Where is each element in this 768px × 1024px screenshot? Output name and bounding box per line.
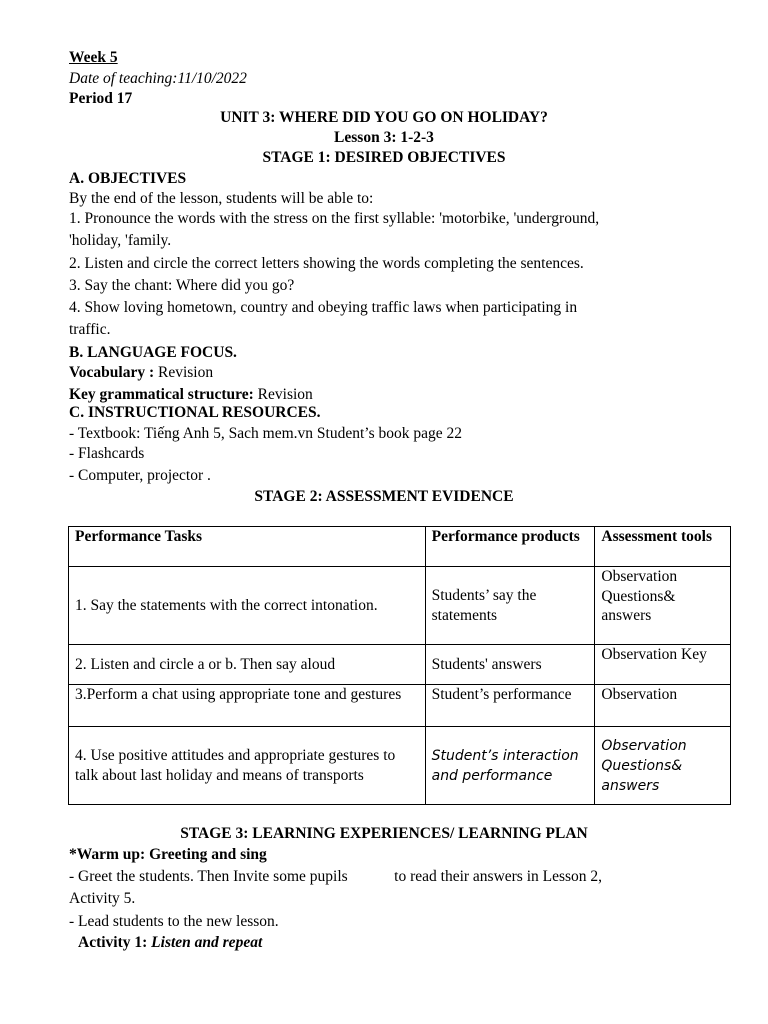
table-cell: Student’s interaction and performance: [425, 727, 595, 805]
stage2-title: STAGE 2: ASSESSMENT EVIDENCE: [254, 488, 514, 505]
greet-line1: - Greet the students. Then Invite some pupils to read their answers in Lesson 2,: [69, 868, 603, 885]
unit-title: UNIT 3: WHERE DID YOU GO ON HOLIDAY?: [220, 109, 548, 126]
objective-2: 2. Listen and circle the correct letters showing the words completing the sentences.: [69, 255, 584, 272]
language-focus-heading: B. LANGUAGE FOCUS.: [69, 344, 237, 361]
table-row: [69, 685, 731, 727]
vocabulary-line: [69, 363, 213, 383]
resource-item: - Flashcards: [69, 445, 145, 462]
period-label: Period 17: [69, 90, 133, 107]
assessment-table: [68, 526, 731, 805]
table-header-row: [69, 527, 731, 567]
table-cell: 4. Use positive attitudes and appropriate gestures to talk about last holiday and means of transports: [69, 727, 426, 805]
grammar-value: Revision: [253, 386, 313, 403]
table-cell: Students' answers: [425, 645, 595, 685]
table-cell: Observation Questions& answers: [595, 567, 731, 645]
table-cell: Observation Key: [595, 645, 731, 685]
table-header-cell: Performance Tasks: [69, 527, 426, 567]
table-cell: 2. Listen and circle a or b. Then say aloud: [69, 645, 426, 685]
stage3-title: STAGE 3: LEARNING EXPERIENCES/ LEARNING PLAN: [180, 825, 588, 842]
table-cell: 1. Say the statements with the correct intonation.: [69, 567, 426, 645]
grammar-line: [69, 385, 313, 405]
table-header-cell: Performance products: [425, 527, 595, 567]
warmup-heading: *Warm up: Greeting and sing: [69, 846, 267, 863]
table-cell: Observation: [595, 685, 731, 727]
activity-1-line: [78, 933, 262, 953]
objective-1-line1: 1. Pronounce the words with the stress on the first syllable: 'motorbike, 'underground,: [69, 210, 600, 227]
table-cell: Students’ say the statements: [425, 567, 595, 645]
resource-item: - Computer, projector .: [69, 467, 211, 484]
date-of-teaching: Date of teaching:11/10/2022: [69, 70, 247, 87]
resource-item: - Textbook: Tiếng Anh 5, Sach mem.vn Student’s book page 22: [69, 425, 463, 442]
objective-4-line1: 4. Show loving hometown, country and obeying traffic laws when participating in: [69, 299, 578, 316]
objective-3: 3. Say the chant: Where did you go?: [69, 277, 295, 294]
table-row: [69, 567, 731, 645]
grammar-label: Key grammatical structure:: [69, 386, 254, 403]
objectives-intro: By the end of the lesson, students will be able to:: [69, 190, 374, 207]
objective-4-line2: traffic.: [69, 321, 111, 338]
lesson-title: Lesson 3: 1-2-3: [334, 129, 434, 146]
table-cell: Observation Questions& answers: [595, 727, 731, 805]
table-header-cell: Assessment tools: [595, 527, 731, 567]
lead-line: - Lead students to the new lesson.: [69, 913, 279, 930]
greet-line2: Activity 5.: [69, 890, 136, 907]
objective-1-line2: 'holiday, 'family.: [69, 232, 172, 249]
table-row: [69, 645, 731, 685]
objectives-heading: A. OBJECTIVES: [69, 170, 187, 187]
table-cell: Student’s performance: [425, 685, 595, 727]
activity-title: Listen and repeat: [151, 934, 263, 951]
vocabulary-label: Vocabulary :: [69, 364, 155, 381]
activity-label: Activity 1:: [78, 934, 152, 951]
vocabulary-value: Revision: [154, 364, 214, 381]
table-cell: 3.Perform a chat using appropriate tone and gestures: [69, 685, 426, 727]
resources-heading: C. INSTRUCTIONAL RESOURCES.: [69, 404, 321, 421]
week-label: Week 5: [69, 49, 118, 66]
stage1-title: STAGE 1: DESIRED OBJECTIVES: [262, 149, 506, 166]
table-row: [69, 727, 731, 805]
